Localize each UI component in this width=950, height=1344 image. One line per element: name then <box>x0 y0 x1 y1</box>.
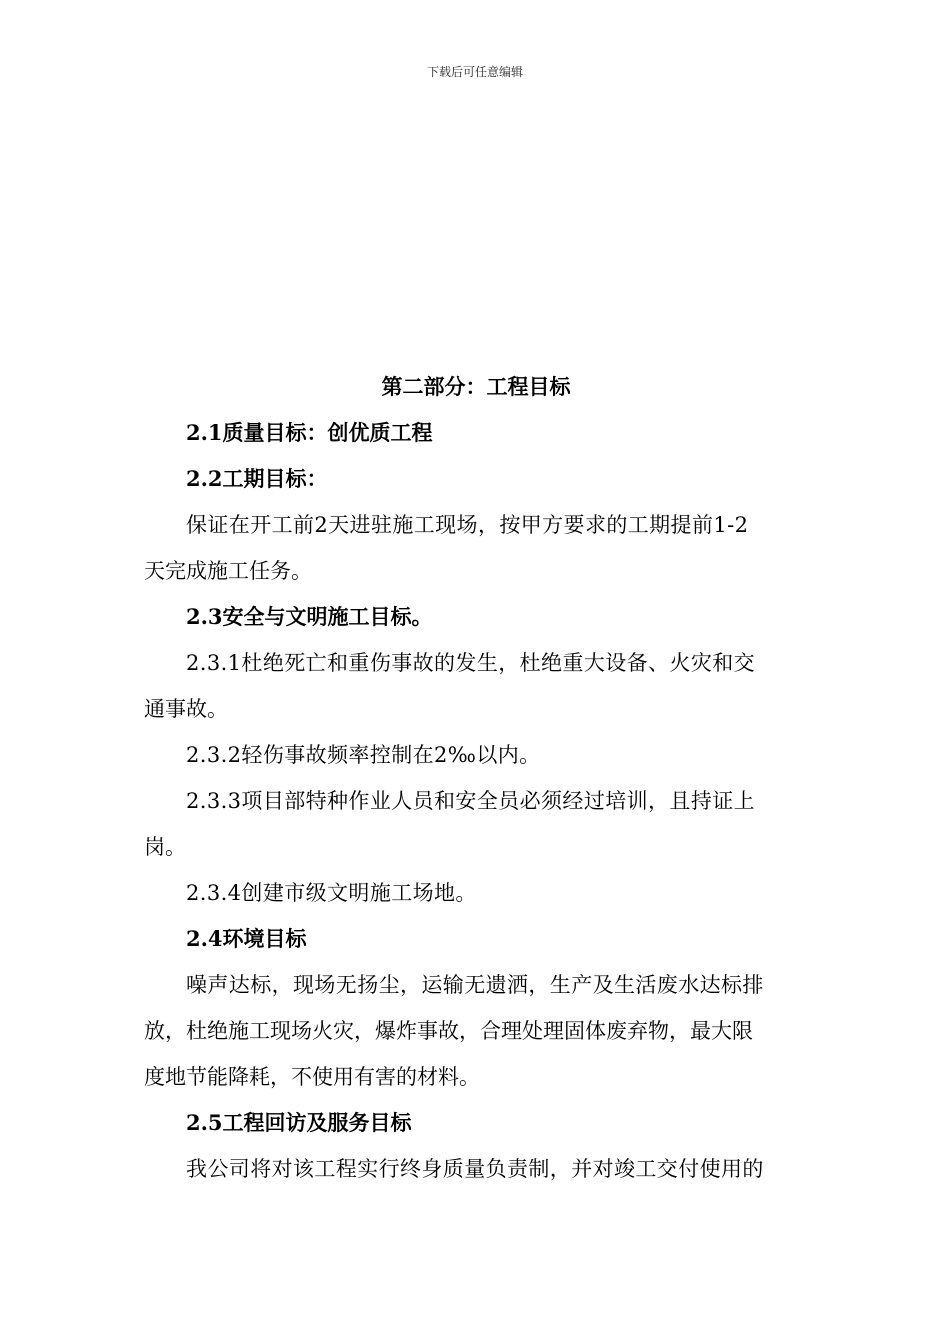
paragraph-2-2-line-2: 天完成施工任务。 <box>144 559 312 583</box>
item-2-3-3-line-1: 2.3.3项目部特种作业人员和安全员必须经过培训，且持证上 <box>186 789 756 813</box>
paragraph-2-4-line-2: 放，杜绝施工现场火灾，爆炸事故，合理处理固体废弃物，最大限 <box>144 1019 753 1043</box>
heading-2-2: 2.2工期目标： <box>186 466 328 491</box>
paragraph-2-4-line-1: 噪声达标，现场无扬尘，运输无遗洒，生产及生活废水达标排 <box>186 973 764 997</box>
section-title: 第二部分：工程目标 <box>381 374 571 399</box>
item-2-3-3-line-2: 岗。 <box>144 835 186 859</box>
item-2-3-1-line-1: 2.3.1杜绝死亡和重伤事故的发生，杜绝重大设备、火灾和交 <box>186 651 756 675</box>
item-2-3-4: 2.3.4创建市级文明施工场地。 <box>186 881 477 905</box>
item-2-3-1-line-2: 通事故。 <box>144 697 228 721</box>
heading-2-5: 2.5工程回访及服务目标 <box>186 1110 412 1135</box>
heading-2-1: 2.1质量目标：创优质工程 <box>186 420 433 445</box>
paragraph-2-2-line-1: 保证在开工前2天进驻施工现场，按甲方要求的工期提前1-2 <box>186 513 749 537</box>
document-body <box>144 364 808 1192</box>
heading-2-4: 2.4环境目标 <box>186 926 307 951</box>
heading-2-3: 2.3安全与文明施工目标。 <box>186 604 433 629</box>
item-2-3-2: 2.3.2轻伤事故频率控制在2‰以内。 <box>186 743 541 767</box>
paragraph-2-4-line-3: 度地节能降耗，不使用有害的材料。 <box>144 1065 480 1089</box>
page-header: 下载后可任意编辑 <box>426 65 523 79</box>
paragraph-2-5-line-1: 我公司将对该工程实行终身质量负责制，并对竣工交付使用的 <box>186 1157 764 1181</box>
